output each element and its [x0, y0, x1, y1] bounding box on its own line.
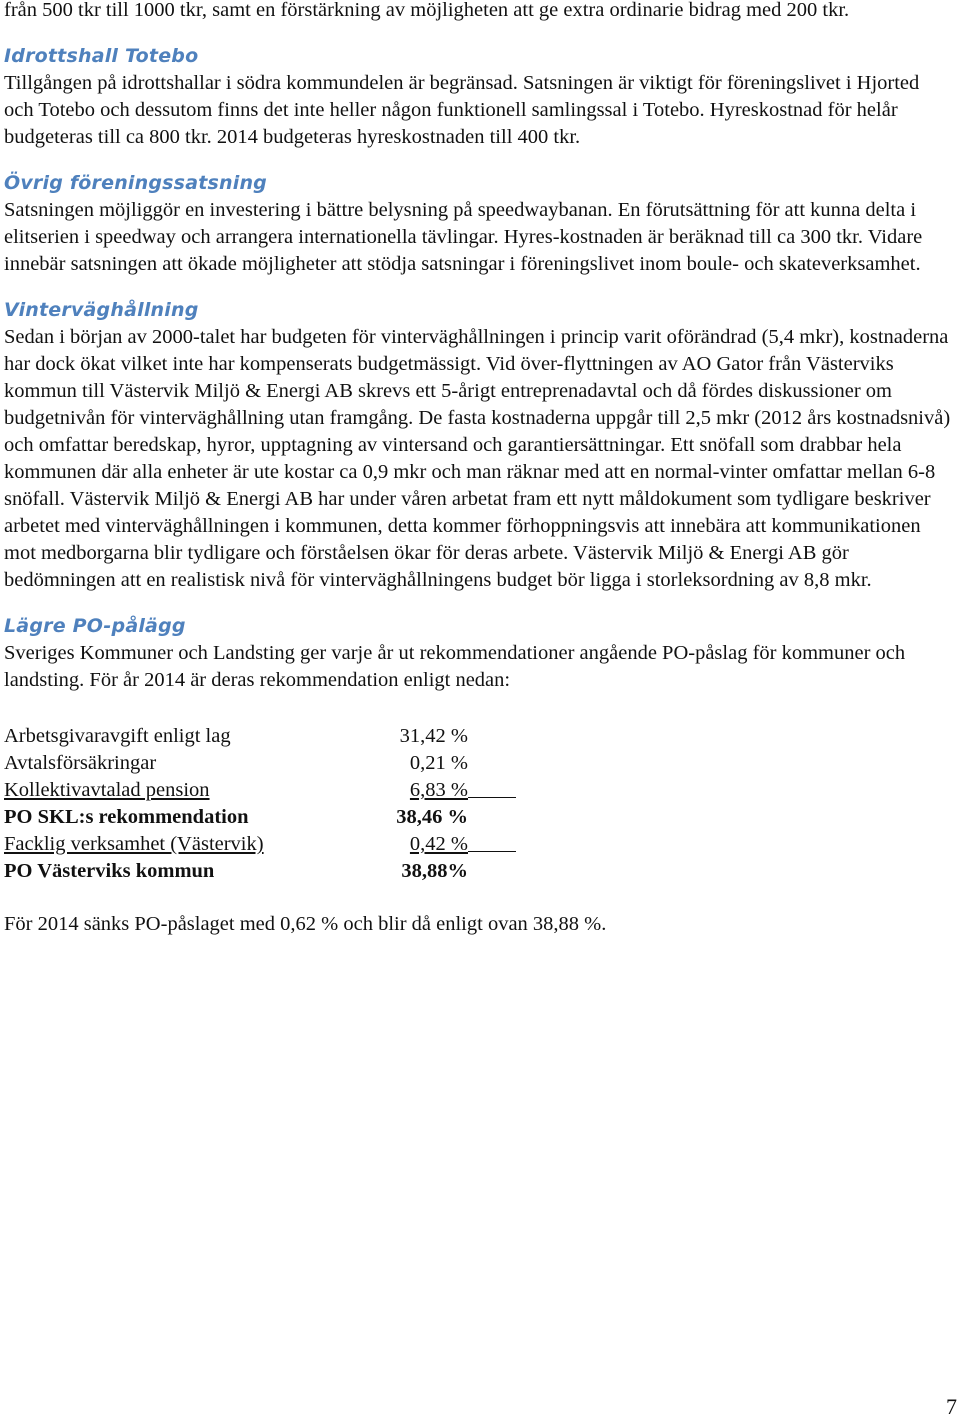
table-row	[4, 723, 516, 750]
table-row-value: 31,42 %	[399, 725, 468, 747]
section-title-lagre-po-palagg: Lägre PO-pålägg	[4, 615, 186, 637]
table-row-label: Arbetsgivaravgift enligt lag	[4, 725, 231, 747]
closing-paragraph: För 2014 sänks PO-påslaget med 0,62 % och blir då enligt ovan 38,88 %.	[4, 913, 607, 935]
section-body-vintervaghallning: Sedan i början av 2000-talet har budgeten för vinterväghållningen i princip varit oförändrad (5,4 mkr), kostnaderna har dock ökat vilket inte har kompenserats budgetmässigt. Vid över-flyttningen av AO Gator från Västerviks kommun till Västervik Miljö & Energi AB skrevs ett 5-årigt entreprenadavtal och då fördes diskussioner om budgetnivån för vinterväghållning utan framgång. De fasta kostnaderna uppgår till 2,5 mkr (2012 års kostnadsnivå) och omfattar beredskap, hyror, upptagning av vintersand och garantiersättningar. Ett snöfall som drabbar hela kommunen där alla enheter är ute kostar ca 0,9 mkr och man räknar med att en normal-vinter omfattar mellan 6-8 snöfall. Västervik Miljö & Energi AB har under våren arbetat fram ett nytt måldokument som tydligare beskriver arbetet med vinterväghållningen i kommunen, detta kommer förhoppningsvis att innebära att kommunikationen mot medborgarna blir tydligare och förståelsen ökar för deras arbete. Västervik Miljö & Energi AB gör bedömningen att en realistisk nivå för vinterväghållningens budget bör ligga i storleksordning av 8,8 mkr.	[4, 326, 951, 591]
table-row	[4, 831, 516, 858]
table-row-value: 0,21 %	[409, 752, 468, 774]
section-title-idrottshall: Idrottshall Totebo	[4, 45, 199, 67]
table-row-label: PO Västerviks kommun	[4, 860, 215, 882]
section-body-ovrig-foreningssatsning: Satsningen möjliggör en investering i bättre belysning på speedwaybanan. En förutsättning för att kunna delta i elitserien i speedway och arrangera internationella tävlingar. Hyres-kostnaden är beräknad till ca 300 tkr. Vidare innebär satsningen att ökade möjligheter att stödja satsningar i föreningslivet inom boule- och skateverksamhet.	[4, 199, 923, 275]
table-row-value: 38,46 %	[396, 806, 468, 828]
table-row-label: Avtalsförsäkringar	[4, 752, 157, 774]
table-row	[4, 750, 516, 777]
document-page	[4, 0, 952, 938]
section-body-lagre-po-palagg: Sveriges Kommuner och Landsting ger varje år ut rekommendationer angående PO-påslag för kommuner och landsting. För år 2014 är deras rekommendation enligt nedan:	[4, 642, 906, 691]
table-row-value: 6,83 %	[409, 779, 468, 801]
section-body-idrottshall: Tillgången på idrottshallar i södra kommundelen är begränsad. Satsningen är viktigt för föreningslivet i Hjorted och Totebo och dessutom finns det inte heller någon funktionell samlingssal i Totebo. Hyreskostnad för helår budgeteras till ca 800 tkr. 2014 budgeteras hyreskostnaden till 400 tkr.	[4, 72, 920, 148]
section-title-vintervaghallning: Vinterväghållning	[4, 299, 199, 321]
table-row-total	[4, 804, 516, 831]
po-rate-table	[4, 723, 516, 885]
page-number: 7	[946, 1394, 957, 1419]
section-title-ovrig-foreningssatsning: Övrig föreningssatsning	[4, 172, 267, 194]
table-row-value: 0,42 %	[409, 833, 468, 855]
table-row	[4, 777, 516, 804]
intro-continuation-paragraph: från 500 tkr till 1000 tkr, samt en förstärkning av möjligheten att ge extra ordinarie bidrag med 200 tkr.	[4, 0, 850, 21]
table-row-label: Facklig verksamhet (Västervik)	[4, 833, 264, 855]
table-row-value: 38,88%	[401, 860, 468, 882]
table-row-total	[4, 858, 516, 885]
table-row-label: Kollektivavtalad pension	[4, 779, 210, 801]
table-row-label: PO SKL:s rekommendation	[4, 806, 249, 828]
